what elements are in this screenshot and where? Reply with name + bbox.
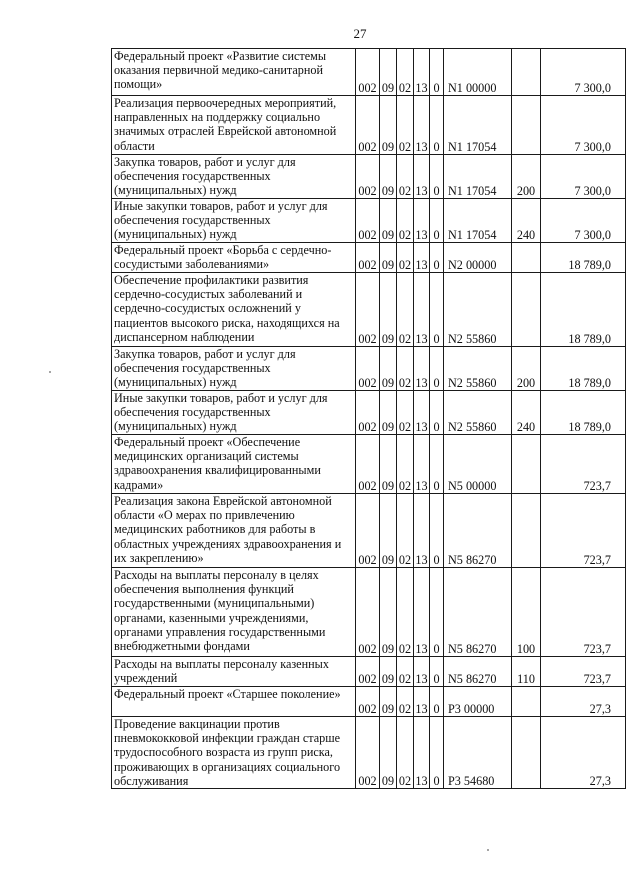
- target-article-cell: N2 55860: [444, 391, 512, 435]
- expense-type-cell: [512, 49, 541, 96]
- expense-name-cell: Расходы на выплаты персоналу казенных учреждений: [112, 657, 356, 687]
- subsection-code-cell: 02: [397, 435, 414, 494]
- target-article-cell: P3 54680: [444, 717, 512, 789]
- subsection-code-cell: 02: [397, 494, 414, 568]
- program-code-cell: 13: [414, 568, 430, 657]
- table-row: [112, 347, 626, 391]
- section-code-cell: 09: [380, 687, 397, 717]
- subprogram-code-cell: 0: [430, 687, 444, 717]
- expense-type-cell: 200: [512, 347, 541, 391]
- expense-name-cell: Федеральный проект «Борьба с сердечно-сосудистыми заболеваниями»: [112, 243, 356, 273]
- subprogram-code-cell: 0: [430, 49, 444, 96]
- target-article-cell: N5 86270: [444, 494, 512, 568]
- target-article-cell: N1 00000: [444, 49, 512, 96]
- expense-type-cell: [512, 687, 541, 717]
- admin-code-cell: 002: [356, 347, 380, 391]
- amount-cell: 27,3: [541, 717, 626, 789]
- expense-type-cell: [512, 717, 541, 789]
- table-row: [112, 199, 626, 243]
- subprogram-code-cell: 0: [430, 155, 444, 199]
- section-code-cell: 09: [380, 391, 397, 435]
- expense-name-cell: Закупка товаров, работ и услуг для обеспечения государственных (муниципальных) нужд: [112, 347, 356, 391]
- budget-table: [111, 48, 626, 789]
- subprogram-code-cell: 0: [430, 199, 444, 243]
- subprogram-code-cell: 0: [430, 347, 444, 391]
- target-article-cell: N1 17054: [444, 155, 512, 199]
- section-code-cell: 09: [380, 717, 397, 789]
- table-row: [112, 687, 626, 717]
- table-row: [112, 494, 626, 568]
- program-code-cell: 13: [414, 273, 430, 347]
- expense-type-cell: 100: [512, 568, 541, 657]
- expense-name-cell: Закупка товаров, работ и услуг для обеспечения государственных (муниципальных) нужд: [112, 155, 356, 199]
- section-code-cell: 09: [380, 347, 397, 391]
- amount-cell: 7 300,0: [541, 96, 626, 155]
- section-code-cell: 09: [380, 657, 397, 687]
- expense-type-cell: 240: [512, 391, 541, 435]
- amount-cell: 7 300,0: [541, 155, 626, 199]
- amount-cell: 18 789,0: [541, 391, 626, 435]
- amount-cell: 18 789,0: [541, 273, 626, 347]
- table-row: [112, 391, 626, 435]
- admin-code-cell: 002: [356, 49, 380, 96]
- program-code-cell: 13: [414, 494, 430, 568]
- subprogram-code-cell: 0: [430, 435, 444, 494]
- table-row: [112, 96, 626, 155]
- target-article-cell: N2 55860: [444, 347, 512, 391]
- expense-type-cell: [512, 273, 541, 347]
- amount-cell: 18 789,0: [541, 243, 626, 273]
- section-code-cell: 09: [380, 155, 397, 199]
- admin-code-cell: 002: [356, 391, 380, 435]
- section-code-cell: 09: [380, 494, 397, 568]
- table-row: [112, 243, 626, 273]
- program-code-cell: 13: [414, 49, 430, 96]
- section-code-cell: 09: [380, 243, 397, 273]
- table-row: [112, 155, 626, 199]
- subprogram-code-cell: 0: [430, 657, 444, 687]
- expense-name-cell: Расходы на выплаты персоналу в целях обеспечения выполнения функций государственными (муниципальными) органами, казенными учреждениями, органами управления государственными внебюджетными фондами: [112, 568, 356, 657]
- admin-code-cell: 002: [356, 96, 380, 155]
- subprogram-code-cell: 0: [430, 391, 444, 435]
- subprogram-code-cell: 0: [430, 273, 444, 347]
- subsection-code-cell: 02: [397, 96, 414, 155]
- subsection-code-cell: 02: [397, 347, 414, 391]
- subsection-code-cell: 02: [397, 273, 414, 347]
- table-row: [112, 273, 626, 347]
- subsection-code-cell: 02: [397, 49, 414, 96]
- target-article-cell: N1 17054: [444, 199, 512, 243]
- expense-name-cell: Иные закупки товаров, работ и услуг для обеспечения государственных (муниципальных) нужд: [112, 199, 356, 243]
- scan-speck: [487, 849, 489, 851]
- program-code-cell: 13: [414, 657, 430, 687]
- scan-speck: [49, 371, 51, 373]
- target-article-cell: N5 86270: [444, 657, 512, 687]
- subprogram-code-cell: 0: [430, 243, 444, 273]
- target-article-cell: N2 55860: [444, 273, 512, 347]
- section-code-cell: 09: [380, 96, 397, 155]
- table-row: [112, 435, 626, 494]
- amount-cell: 18 789,0: [541, 347, 626, 391]
- program-code-cell: 13: [414, 435, 430, 494]
- expense-name-cell: Федеральный проект «Обеспечение медицинских организаций системы здравоохранения квалифицированными кадрами»: [112, 435, 356, 494]
- expense-name-cell: Федеральный проект «Развитие системы оказания первичной медико-санитарной помощи»: [112, 49, 356, 96]
- admin-code-cell: 002: [356, 657, 380, 687]
- program-code-cell: 13: [414, 96, 430, 155]
- target-article-cell: N2 00000: [444, 243, 512, 273]
- program-code-cell: 13: [414, 687, 430, 717]
- target-article-cell: N5 00000: [444, 435, 512, 494]
- subsection-code-cell: 02: [397, 199, 414, 243]
- admin-code-cell: 002: [356, 435, 380, 494]
- expense-type-cell: 110: [512, 657, 541, 687]
- target-article-cell: P3 00000: [444, 687, 512, 717]
- section-code-cell: 09: [380, 273, 397, 347]
- admin-code-cell: 002: [356, 717, 380, 789]
- expense-name-cell: Проведение вакцинации против пневмококковой инфекции граждан старше трудоспособного возраста из групп риска, проживающих в организациях социального обслуживания: [112, 717, 356, 789]
- page-number: 27: [353, 26, 367, 41]
- amount-cell: 27,3: [541, 687, 626, 717]
- subprogram-code-cell: 0: [430, 717, 444, 789]
- table-row: [112, 657, 626, 687]
- admin-code-cell: 002: [356, 199, 380, 243]
- expense-name-cell: Реализация закона Еврейской автономной области «О мерах по привлечению медицинских работников для работы в областных учреждениях здравоохранения и их закреплению»: [112, 494, 356, 568]
- subsection-code-cell: 02: [397, 243, 414, 273]
- subprogram-code-cell: 0: [430, 568, 444, 657]
- subprogram-code-cell: 0: [430, 96, 444, 155]
- expense-name-cell: Реализация первоочередных мероприятий, направленных на поддержку социально значимых отраслей Еврейской автономной области: [112, 96, 356, 155]
- amount-cell: 723,7: [541, 494, 626, 568]
- admin-code-cell: 002: [356, 243, 380, 273]
- expense-type-cell: [512, 435, 541, 494]
- amount-cell: 723,7: [541, 435, 626, 494]
- target-article-cell: N5 86270: [444, 568, 512, 657]
- program-code-cell: 13: [414, 347, 430, 391]
- subsection-code-cell: 02: [397, 687, 414, 717]
- expense-type-cell: 240: [512, 199, 541, 243]
- admin-code-cell: 002: [356, 494, 380, 568]
- program-code-cell: 13: [414, 243, 430, 273]
- table-row: [112, 568, 626, 657]
- admin-code-cell: 002: [356, 273, 380, 347]
- section-code-cell: 09: [380, 435, 397, 494]
- subsection-code-cell: 02: [397, 155, 414, 199]
- subsection-code-cell: 02: [397, 568, 414, 657]
- table-row: [112, 49, 626, 96]
- expense-type-cell: [512, 96, 541, 155]
- amount-cell: 723,7: [541, 568, 626, 657]
- amount-cell: 7 300,0: [541, 199, 626, 243]
- section-code-cell: 09: [380, 199, 397, 243]
- expense-type-cell: [512, 243, 541, 273]
- admin-code-cell: 002: [356, 568, 380, 657]
- program-code-cell: 13: [414, 717, 430, 789]
- program-code-cell: 13: [414, 199, 430, 243]
- subprogram-code-cell: 0: [430, 494, 444, 568]
- expense-type-cell: 200: [512, 155, 541, 199]
- section-code-cell: 09: [380, 568, 397, 657]
- subsection-code-cell: 02: [397, 717, 414, 789]
- budget-table-body: [112, 49, 626, 789]
- expense-name-cell: Иные закупки товаров, работ и услуг для обеспечения государственных (муниципальных) нужд: [112, 391, 356, 435]
- amount-cell: 7 300,0: [541, 49, 626, 96]
- program-code-cell: 13: [414, 391, 430, 435]
- amount-cell: 723,7: [541, 657, 626, 687]
- expense-name-cell: Обеспечение профилактики развития сердечно-сосудистых заболеваний и сердечно-сосудистых осложнений у пациентов высокого риска, находящихся на диспансерном наблюдении: [112, 273, 356, 347]
- expense-name-cell: Федеральный проект «Старшее поколение»: [112, 687, 356, 717]
- section-code-cell: 09: [380, 49, 397, 96]
- target-article-cell: N1 17054: [444, 96, 512, 155]
- table-row: [112, 717, 626, 789]
- expense-type-cell: [512, 494, 541, 568]
- subsection-code-cell: 02: [397, 657, 414, 687]
- subsection-code-cell: 02: [397, 391, 414, 435]
- admin-code-cell: 002: [356, 687, 380, 717]
- program-code-cell: 13: [414, 155, 430, 199]
- admin-code-cell: 002: [356, 155, 380, 199]
